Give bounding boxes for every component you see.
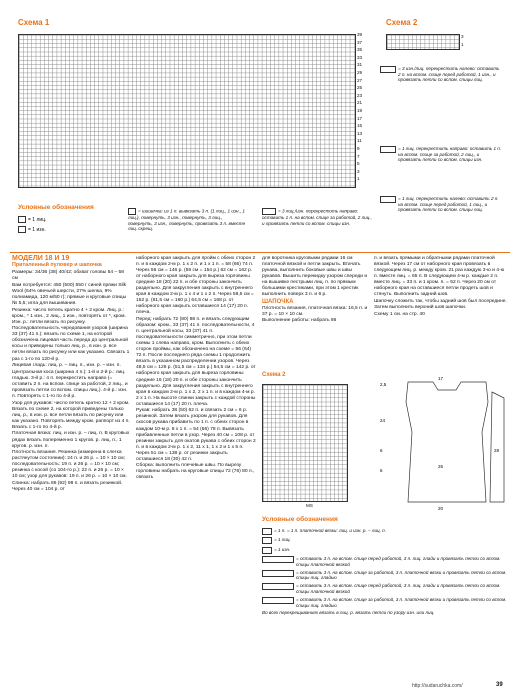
chart1-row-label: 1 <box>357 176 360 182</box>
chart2-legend-text-3: = 1 лиц. перекрестить налево: оставить 2 п. на вспом. спице перед работой, 1 лиц., и провязать петли со вспом. спицы лиц. <box>398 196 499 213</box>
chart2-legend-text-2: = 1 лиц. перекрестить направо: оставить 1 п. на вспом. спице за работой, 2 лиц., и провязать петли со вспом. спицы изн. <box>398 146 502 163</box>
legend2-list <box>262 528 508 618</box>
chart1-row-label: 29 <box>357 69 363 75</box>
size-label-top-2: 17 <box>438 376 444 381</box>
size-label-top-3: 26 <box>438 464 444 469</box>
col3-paragraph: для воротника круговыми рядами 16 см платочной вязкой и петли закрыть. Втачать рукава, выполнить боковые швы и швы рукавов. Вышить перекидку узором спереди и на вышивке пестрыми лиц. п. по прямым большими крестиками, при этом 1 крестик выполнить поверх 3 п. и 6 р. <box>262 256 368 298</box>
legend2-item-text: = оставить 3 п. на вспом. спице перед работой, 3 п. лиц. глади и провязать петли со вспом. спицы платочной вязкой <box>296 583 501 594</box>
size-label-sleeve-1: 28 <box>494 448 500 453</box>
page-number: 39 <box>496 682 503 688</box>
stitch-symbol-icon <box>262 528 272 535</box>
bobble-icon <box>128 208 136 215</box>
stitch-symbol-icon <box>262 583 294 590</box>
col2-paragraph: Рукав: набрать 38 (50) 62 п. и связать 2 см = 6 р. резинкой. Затем вязать узором для рукавов. Для скосов рукава прибавить по 1 п. с обеих сторон в каждом 10-м р. 8 х 1 п. = 54 (66) 78 п. Вывязать прибавленные петли в узор. Через 40 см = 108 р. от резинки закрыть для окатов рукава с обеих сторон 2 п. и в каждом 2-м р. 1 х 2, 11 х 1, 1 х 2 и 1 х 5 п. Через 51 см = 138 р. от резинки закрыть оставшиеся 18 (30) 42 п. <box>136 408 256 462</box>
legend2-item-text: Во всех перекрещиваниях вязать в лиц. р. вязать петли по узору изн. или лиц. <box>262 610 435 616</box>
chart-small-grid <box>262 384 348 502</box>
size-label-left-3: 6 <box>380 468 383 473</box>
chart1-row-label: 9 <box>357 145 360 151</box>
chart2-grid <box>386 34 460 50</box>
stitch-symbol-icon <box>262 556 294 563</box>
legend2-title: Условные обозначения <box>262 516 338 523</box>
chart1-row-label: 21 <box>357 100 363 106</box>
col1-paragraph: Центральная коса (ширина 4 п.): 1-й и 2-й р.: лиц. гладью. 3-й р.: 4 п. перекрестить направо (= оставить 2 п. на вспом. спице за работой, 2 лиц., и провязать петли со вспом. спицы лиц.). 4-й р.: изн. п. Повторять с 1-го по 4-й р. <box>12 369 128 399</box>
garment-schematic <box>378 372 508 512</box>
chart1-row-labels <box>357 32 369 184</box>
col1-paragraph: Лицевая гладь: лиц. р. – лиц. п., изн. р. – изн. п. <box>12 363 121 369</box>
chart1-grid <box>18 34 356 188</box>
cross-left-purl-icon <box>380 66 396 73</box>
col3-paragraph: ШАПОЧКА <box>262 298 294 305</box>
col3-paragraph: Плотность вязания, платочная вязка: 16,5 п. и 37 р. = 10 × 10 см. <box>262 305 368 317</box>
cross-right-icon <box>380 146 396 153</box>
legend2-item <box>262 597 508 608</box>
article-col-2 <box>136 256 256 482</box>
chart1-row-label: 3 <box>357 168 360 174</box>
cross-left-knit-icon <box>380 196 396 203</box>
cross-right-purl-icon <box>262 208 276 215</box>
article-col-3 <box>262 256 368 325</box>
stitch-symbol-icon <box>262 547 272 554</box>
legend2-item <box>262 570 508 581</box>
size-label-top-1: 2,5 <box>380 382 387 387</box>
legend2-item <box>262 537 508 544</box>
legend2-item <box>262 583 508 594</box>
article-col-4 <box>374 256 508 318</box>
chart2-legend-box <box>376 56 508 256</box>
col1-paragraph: Размеры: 34/36 (38) 40/42; обхват головы 54 – 58 см <box>12 270 124 282</box>
model-title: МОДЕЛИ 18 И 19 <box>12 255 70 262</box>
legend2-item <box>262 610 508 616</box>
legend2-item-text: = 1 изн. <box>274 546 291 552</box>
chart1-row-label: 27 <box>357 77 363 83</box>
stitch-symbol-icon <box>262 597 294 604</box>
legend2-item <box>262 547 508 554</box>
col4-paragraph: Шапочку сложить так, чтобы задний шов был посередине. Затем выполнить верхний шов шапочки. <box>374 298 507 310</box>
col1-paragraph: Резинка: число петель кратно 4 + 2 кром. Лиц. р.: кром., * 1 изн., 2 лиц., 1 изн., повторять от *, кром. Изн. р.: петли вязать по рисунку. <box>12 307 126 325</box>
chart1-row-label: 19 <box>357 107 363 113</box>
legend2-item-text: = оставить 3 п. на вспом. спице перед работой, 3 п. лиц. глади и провязать петли со вспом. спицы платочной вязкой <box>296 556 501 567</box>
chart2-row-label-3: 3 <box>461 34 464 39</box>
chart1-row-label: 39 <box>357 32 363 37</box>
sleeve-outline <box>490 392 504 502</box>
legend2-item <box>262 556 508 567</box>
legend1-bobble: = шишечка: из 1 п. вывязать 3 п. (1 лиц., 1 изн., 1 лиц.), повернуть, 3 изн., повернуть, 3 лиц., повернуть, 3 изн., повернуть, провязать 3 п. вместе лиц. скрещ. <box>128 208 246 232</box>
legend2-item-text: = 1 лиц. <box>274 537 291 543</box>
section-divider <box>10 252 510 253</box>
legend2-item <box>262 528 508 535</box>
col2-paragraph: наборного края закрыть для пройм с обеих сторон 2 п. и в каждом 2-м р. 1 х 2 п. и 1 х 1 п. = 58 (66) 74 п. Через 56 см = 146 р. (59 см = 154 р.) 62 см = 162 р. от наборного края закрыть для выреза горловины средние 18 (20) 22 п. и обе стороны закончить раздельно. Для закругления закрыть с внутреннего края в каждом 2-м р. 1 х 4 и 1 х 2 п. Через 58,5 см = 152 р. (61,5 см = 160 р.) 64,5 см = 168 р. от наборного края закрыть оставшиеся 14 (17) 20 п. плеча. <box>136 256 256 316</box>
legend1-title: Условные обозначения <box>18 204 94 211</box>
legend2-item-text: = 1 п. = 1 п. платочной вязки: лиц. и изн. р. – лиц. п. <box>274 528 386 533</box>
legend1-item-knit: = 1 лиц. <box>18 216 46 223</box>
chart1-row-label: 31 <box>357 62 363 68</box>
col1-paragraph: Спинка: набрать 86 (92) 98 п. и вязать резинкой. Через 40 см = 104 р. от <box>12 481 123 493</box>
chart1-title: Схема 1 <box>18 18 50 27</box>
legend2-item-text: = оставить 3 п. на вспом. спице за работой, 3 п. платочной вязки и провязать петли со вспом. спицы лиц. гладью <box>296 596 507 608</box>
col4-paragraph: Схему 1 см. на стр. 40 <box>374 311 425 317</box>
chart1-row-label: 15 <box>357 123 363 129</box>
chart1-row-label: 5 <box>357 161 360 167</box>
footer-url: http://sudaruchka.com/ <box>412 683 463 689</box>
col2-paragraph: Сборка: выполнить плечевые швы. По вырезу горловины набрать на круговые спицы 72 (76) 80 п., связать <box>136 463 255 481</box>
size-label-left-1: 24 <box>380 418 386 423</box>
col1-paragraph: Узор для рукавов: число петель кратно 12 + 2 кром. Вязать по схеме 2, на которой приведены только лиц. р., в изн. р. все петли вязать по рисунку или как указано. Повторять между кром. раппорт из 4 п. Вязать с 1-го по 4-й р. <box>12 400 130 430</box>
model-subtitle: Приталенный пуловер и шапочка <box>12 262 102 269</box>
chart2-title: Схема 2 <box>386 18 418 27</box>
col3-paragraph: Выполнение работы: набрать 86 <box>262 318 337 324</box>
knit-square-icon <box>18 216 26 223</box>
chart1-row-label: 7 <box>357 153 360 159</box>
chart2-legend-text-1: = 3 изн./лиц. перекрестить налево: оставить 2 п. на вспом. спице перед работой, 1 изн., и провязать петли со вспом. спицы лиц. <box>398 66 500 83</box>
col4-paragraph: п. и вязать прямыми и обратными рядами платочной вязкой. Через 17 см от наборного края провязать в следующем лиц. р. между кром. 21 раз каждую 3-ю и 4-ю п. вместе лиц. = 65 п. В следующем 4-м р. каждые 2 п. вместе лиц. = 33 п. и 1 кром. п. = 52 п. Через 20 см от наборного края на оставшиеся петли продеть шов и стянуть. Выполнить задний шов. <box>374 256 505 298</box>
article-col-1 <box>12 256 130 494</box>
chart-small-title: Схема 2 <box>262 372 286 378</box>
legend1-item-purl: = 1 изн. <box>18 226 46 233</box>
col1-paragraph: Вам потребуется: 450 (500) 550 г синей пряжи Silk Wool (64% овечьей шерсти, 27% шелка, 9% полиамида, 120 м/50 г); прямые и круговые спицы № 5,5; игла для вышивания. <box>12 282 127 306</box>
chart1-row-label: 13 <box>357 130 363 136</box>
size-label-top-4: 20 <box>438 506 444 511</box>
chart1-row-label: 17 <box>357 115 363 121</box>
chart1-row-label: 33 <box>357 54 363 60</box>
body-outline <box>406 382 488 502</box>
chart2-legend-row-2 <box>380 146 502 163</box>
chart2-row-label-1: 1 <box>461 42 464 47</box>
stitch-symbol-icon <box>262 537 272 544</box>
col1-paragraph: Плотность вязания. Резинка (измерена в слегка растянутом состоянии): 24 п. и 26 р. = 10 × 10 см; последовательность: 19 п. и 26 р. = 10 × 10 см; резинка с косой (со 104-го р.): 22 п. и 26 р. = 10 × 10 см; узор для рукавов: 19 п. и 26 р. = 10 × 10 см. <box>12 450 127 480</box>
purl-square-icon <box>18 226 26 233</box>
legend1-cross: = 3 лиц./изн. перекрестить направо: оставить 1 п. на вспом. спице за работой, 2 лиц., и провязать петли со вспом. спицы изн. <box>262 208 372 226</box>
stitch-symbol-icon <box>262 570 294 577</box>
chart1-row-label: 25 <box>357 85 363 91</box>
chart1-row-label: 35 <box>357 47 363 53</box>
chart2-legend-row-3 <box>380 196 502 213</box>
chart-small-footer: MS <box>306 503 313 508</box>
legend2-item-text: = оставить 3 п. на вспом. спице за работой, 3 п. платочной вязки и провязать петли со вспом. спицы лиц. гладью <box>296 569 507 581</box>
size-label-left-2: 6 <box>380 448 383 453</box>
chart2-legend-row-1 <box>380 66 502 83</box>
col1-paragraph: Платочная вязка: лиц. и изн. р. – лиц. п. В круговых рядах вязать попеременно 1 кругов. р. лиц. п., 1 кругов. р. изн. п. <box>12 431 130 449</box>
chart1-row-label: 23 <box>357 92 363 98</box>
chart1-row-label: 11 <box>357 138 362 144</box>
chart1-row-label: 37 <box>357 39 363 45</box>
col2-paragraph: Перед: набрать 72 (80) 88 п. и вязать следующим образом: кром., 33 (37) 41 п. последовательности, 4 п. центральной косы, 33 (37) 41 п. последовательности симметрично, при этом петли схемы 1 слева направо, кром. Выполнить с обеих сторон проймы, как обозначено на схеме = 56 (64) 72 п. После последнего ряда схемы 1 продолжить вязать в указанном распределении узоров. Через 48,5 см = 126 р. (51,5 см = 134 р.) 54,5 см = 142 р. от наборного края закрыть для выреза горловины средние 16 (18) 20 п. и обе стороны закончить раздельно. Для закругления закрыть с внутреннего края в каждом 2-м р. 1 х 2, 2 х 1 п. и в каждом 4-м р. 2 х 1 п. На высоте спинки закрыть с каждой стороны оставшиеся 14 (17) 20 п. плеча. <box>136 317 256 407</box>
col1-paragraph: Последовательность чередования узоров (ширина 33 (37) 41 п.): вязать по схеме 1, на которой обозначена лицевая часть переда до центральной косы и приведены только лиц. р., в изн. р. все петли вязать по рисунку или как указано. Связать 1 раз с 1-го по 120-й р. <box>12 326 130 362</box>
